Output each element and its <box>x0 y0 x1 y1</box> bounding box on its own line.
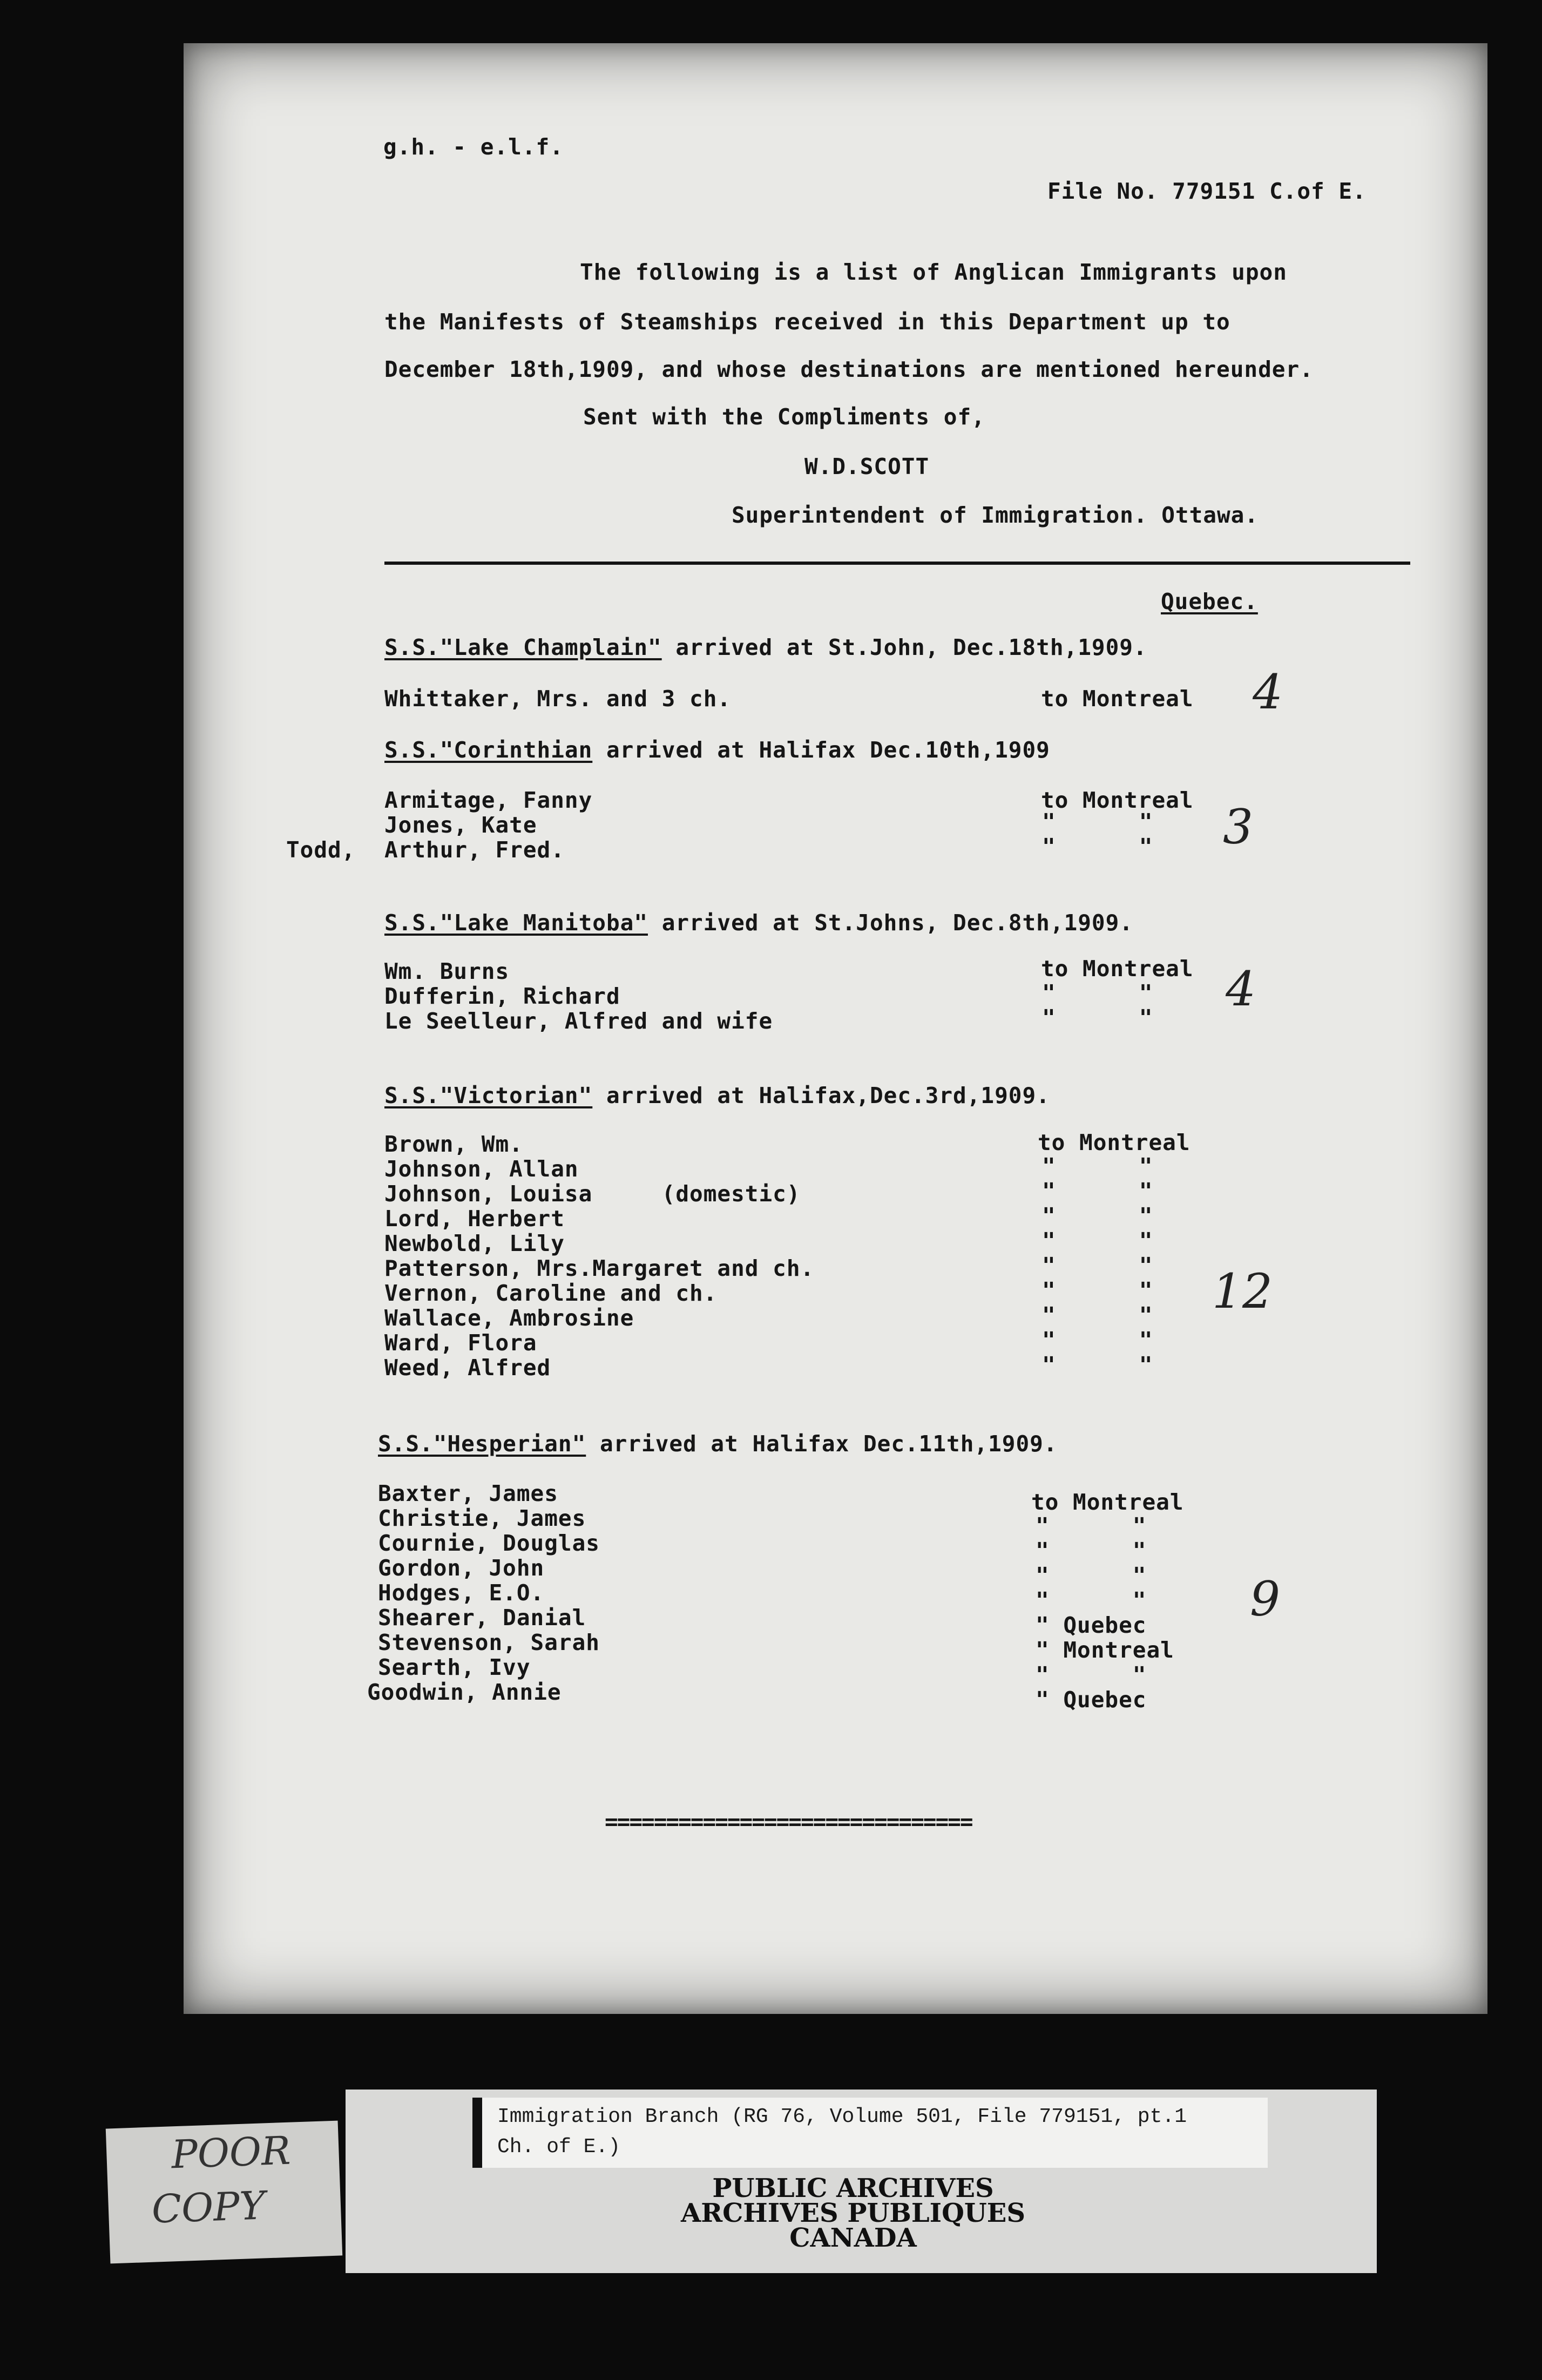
signer-name: W.D.SCOTT <box>804 454 930 479</box>
passenger-destination: " " <box>1042 1203 1153 1229</box>
intro-line-1: The following is a list of Anglican Immigrants upon <box>580 259 1287 285</box>
passenger-name: Patterson, Mrs.Margaret and ch. <box>384 1255 815 1281</box>
ship-heading <box>384 634 1147 660</box>
passenger-destination: " " <box>1042 1277 1153 1303</box>
passenger-name: Dufferin, Richard <box>384 983 620 1009</box>
ship-arrival: arrived at Halifax,Dec.3rd,1909. <box>606 1083 1050 1108</box>
passenger-destination: " " <box>1042 1352 1153 1378</box>
passenger-destination: " Montreal <box>1036 1637 1174 1663</box>
passenger-destination: " " <box>1036 1538 1147 1564</box>
public-archives-stamp <box>637 2173 1069 2253</box>
archives-line-3: CANADA <box>789 2223 917 2253</box>
passenger-name: Cournie, Douglas <box>378 1530 600 1556</box>
passenger-name: Armitage, Fanny <box>384 787 593 813</box>
passenger-destination: to Montreal <box>1041 787 1194 813</box>
passenger-name: Whittaker, Mrs. and 3 ch. <box>384 686 732 712</box>
initials: g.h. - e.l.f. <box>383 134 564 160</box>
passenger-destination: to Montreal <box>1041 956 1194 982</box>
signer-title: Superintendent of Immigration. Ottawa. <box>732 502 1259 528</box>
ship-heading <box>384 1083 1050 1108</box>
passenger-name: Baxter, James <box>378 1480 558 1506</box>
archive-reference-card <box>472 2098 1268 2168</box>
passenger-name: Hodges, E.O. <box>378 1580 545 1606</box>
passenger-name: Jones, Kate <box>384 812 537 838</box>
ship-name: S.S."Hesperian" <box>378 1431 586 1457</box>
ship-name: S.S."Lake Champlain" <box>384 634 662 660</box>
poor-copy-word-1: POOR <box>171 2127 292 2178</box>
passenger-destination: " " <box>1036 1563 1147 1588</box>
ship-arrival: arrived at Halifax Dec.10th,1909 <box>606 737 1050 763</box>
archives-line-1: PUBLIC ARCHIVES <box>712 2173 994 2203</box>
passenger-name: Weed, Alfred <box>384 1355 551 1381</box>
passenger-destination: " " <box>1036 1662 1147 1688</box>
passenger-name: Le Seelleur, Alfred and wife <box>384 1008 773 1034</box>
archive-reference-text <box>497 2102 1187 2162</box>
ship-name: S.S."Lake Manitoba" <box>384 910 648 936</box>
compliments-line: Sent with the Compliments of, <box>583 404 985 430</box>
passenger-name: Vernon, Caroline and ch. <box>384 1280 718 1306</box>
passenger-name: Arthur, Fred. <box>384 837 565 863</box>
ship-heading <box>384 910 1133 936</box>
poor-copy-note <box>106 2121 342 2264</box>
ship-name: S.S."Victorian" <box>384 1083 593 1108</box>
passenger-name: Lord, Herbert <box>384 1206 565 1232</box>
closing-double-rule: ============================== <box>605 1809 972 1835</box>
ship-arrival: arrived at St.Johns, Dec.8th,1909. <box>661 910 1133 936</box>
passenger-destination: " " <box>1036 1587 1147 1613</box>
ship-heading <box>378 1431 1058 1457</box>
passenger-name: Wallace, Ambrosine <box>384 1305 634 1331</box>
passenger-destination: " " <box>1042 1228 1153 1254</box>
passenger-name: Newbold, Lily <box>384 1230 565 1256</box>
handwritten-count: 9 <box>1250 1571 1280 1627</box>
document-page <box>184 43 1487 2014</box>
passenger-name: Wm. Burns <box>384 958 510 984</box>
passenger-name: Stevenson, Sarah <box>378 1630 600 1655</box>
passenger-name: Johnson, Louisa (domestic) <box>384 1181 801 1207</box>
province-heading: Quebec. <box>1161 589 1258 614</box>
passenger-destination: " " <box>1042 1153 1153 1179</box>
intro-line-3: December 18th,1909, and whose destinations are mentioned hereunder. <box>384 356 1314 382</box>
handwritten-prefix: Todd, <box>286 837 356 863</box>
passenger-name: Ward, Flora <box>384 1330 537 1356</box>
passenger-destination: " Quebec <box>1036 1687 1147 1713</box>
passenger-name: Searth, Ivy <box>378 1654 531 1680</box>
passenger-name: Gordon, John <box>378 1555 545 1581</box>
header-rule <box>384 562 1410 565</box>
poor-copy-word-2: COPY <box>151 2182 266 2232</box>
passenger-name: Shearer, Danial <box>378 1605 586 1631</box>
passenger-destination: " " <box>1042 980 1153 1006</box>
passenger-name: Johnson, Allan <box>384 1156 579 1182</box>
intro-line-2: the Manifests of Steamships received in this Department up to <box>384 309 1230 335</box>
passenger-destination: " Quebec <box>1036 1612 1147 1638</box>
handwritten-count: 4 <box>1226 961 1256 1017</box>
archive-reference-line-2: Ch. of E.) <box>497 2135 621 2159</box>
ship-name: S.S."Corinthian <box>384 737 593 763</box>
passenger-destination: " " <box>1042 834 1153 860</box>
ship-heading <box>384 737 1050 763</box>
passenger-destination: " " <box>1042 809 1153 835</box>
passenger-destination: " " <box>1042 1178 1153 1204</box>
passenger-name: Christie, James <box>378 1505 586 1531</box>
passenger-destination: to Montreal <box>1038 1130 1191 1155</box>
passenger-destination: " " <box>1036 1513 1147 1539</box>
passenger-name: Goodwin, Annie <box>367 1679 562 1705</box>
passenger-destination: to Montreal <box>1041 686 1194 712</box>
handwritten-count: 3 <box>1223 799 1253 855</box>
passenger-destination: " " <box>1042 1327 1153 1353</box>
archives-line-2: ARCHIVES PUBLIQUES <box>681 2198 1025 2228</box>
file-number: File No. 779151 C.of E. <box>1047 178 1367 204</box>
passenger-name: Brown, Wm. <box>384 1131 523 1157</box>
passenger-destination: to Montreal <box>1031 1489 1184 1515</box>
handwritten-count: 12 <box>1212 1263 1273 1319</box>
ship-arrival: arrived at St.John, Dec.18th,1909. <box>675 634 1147 660</box>
archive-reference-line-1: Immigration Branch (RG 76, Volume 501, File 779151, pt.1 <box>497 2105 1187 2128</box>
passenger-destination: " " <box>1042 1302 1153 1328</box>
passenger-destination: " " <box>1042 1253 1153 1279</box>
passenger-destination: " " <box>1042 1005 1153 1031</box>
ship-arrival: arrived at Halifax Dec.11th,1909. <box>599 1431 1058 1457</box>
handwritten-count: 4 <box>1253 664 1283 720</box>
